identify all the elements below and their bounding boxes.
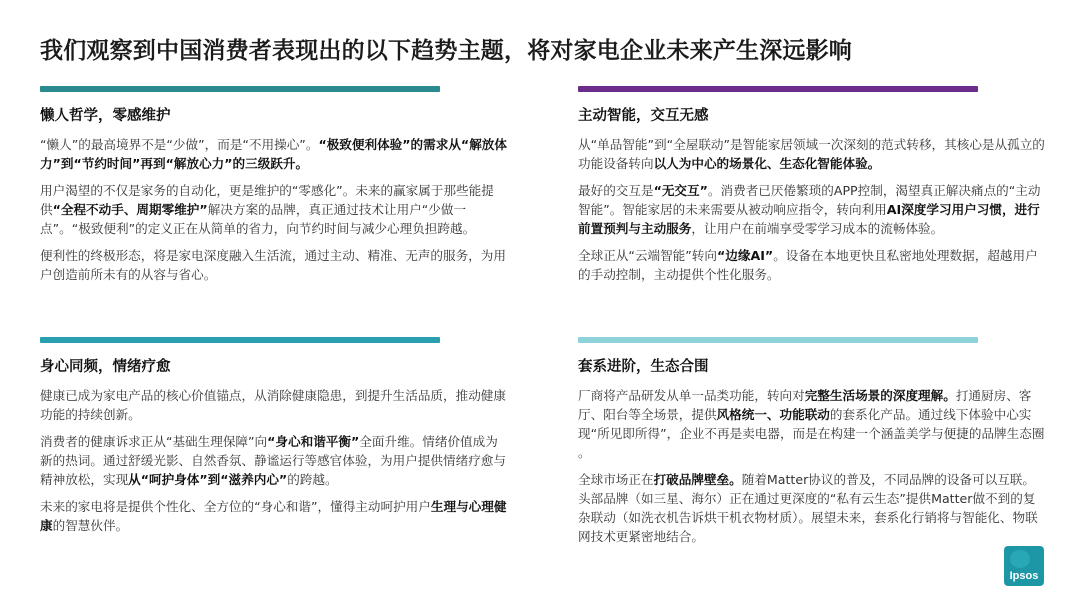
emphasis-text: “身心和谐平衡” xyxy=(267,434,360,449)
panel-paragraph xyxy=(40,135,510,173)
body-text: 。消费者已厌倦繁琐的APP控制，渴望真正解决痛点的“主动智能”。智能家居的未来需要从被动响应指令，转向利用 xyxy=(578,183,1041,217)
panel-paragraph xyxy=(40,246,510,284)
page-title: 我们观察到中国消费者表现出的以下趋势主题，将对家电企业未来产生深远影响 xyxy=(40,38,852,64)
panel-paragraph xyxy=(40,181,510,238)
body-text: 全面升维。情绪价值成为新的热词。通过舒缓光影、自然香氛、静谧运行等感官体验，为用户提供情绪疗愈与精神放松，实现 xyxy=(40,434,506,487)
panel-paragraph xyxy=(578,181,1046,238)
panel-paragraph xyxy=(40,497,510,535)
body-text: 的跨越。 xyxy=(287,472,338,487)
ipsos-logo xyxy=(1004,546,1044,586)
body-text: 未来的家电将是提供个性化、全方位的“身心和谐”，懂得主动呵护用户 xyxy=(40,499,431,514)
body-text: 最好的交互是 xyxy=(578,183,654,198)
panel-heading: 套系进阶，生态合围 xyxy=(578,359,709,375)
panel-body xyxy=(578,135,1046,284)
body-text: 厂商将产品研发从单一品类功能，转向对 xyxy=(578,388,805,403)
panel-heading: 身心同频，情绪疗愈 xyxy=(40,359,171,375)
panel-paragraph xyxy=(40,432,510,489)
panel-heading: 懒人哲学，零感维护 xyxy=(40,108,171,124)
body-text: “懒人”的最高境界不是“少做”，而是“不用操心”。 xyxy=(40,137,319,152)
logo-text: Ipsos xyxy=(1009,570,1039,582)
body-text: 用户渴望的不仅是家务的自动化，更是维护的“零感化”。未来的赢家属于那些能提供 xyxy=(40,183,494,217)
body-text: 全球正从“云端智能”转向 xyxy=(578,248,717,263)
body-text: 全球市场正在 xyxy=(578,472,654,487)
body-text: 。设备在本地更快且私密地处理数据，超越用户的手动控制，主动提供个性化服务。 xyxy=(578,248,1038,282)
body-text: 随着Matter协议的普及，不同品牌的设备可以互联。头部品牌（如三星、海尔）正在通过更深度的“私有云生态”提供Matter做不到的复杂联动（如洗衣机告诉烘干机衣物材质）。展望未来，套系化行销将与智能化、物联网技术更紧密地结合。 xyxy=(578,472,1038,544)
trend-panel-mind-body xyxy=(40,337,510,543)
emphasis-text: 生理与心理健康 xyxy=(40,499,507,533)
emphasis-text: 以人为中心的场景化、生态化智能体验。 xyxy=(653,156,881,171)
emphasis-text: 风格统一、功能联动 xyxy=(716,407,830,422)
panel-accent-bar xyxy=(578,86,978,92)
emphasis-text: 从“呵护身体”到“滋养内心” xyxy=(128,472,288,487)
body-text: ，让用户在前端享受零学习成本的流畅体验。 xyxy=(691,221,944,236)
panel-accent-bar xyxy=(40,86,440,92)
body-text: 健康已成为家电产品的核心价值锚点，从消除健康隐患，到提升生活品质，推动健康功能的持续创新。 xyxy=(40,388,506,422)
emphasis-text: “边缘AI” xyxy=(717,248,774,263)
panel-accent-bar xyxy=(578,337,978,343)
body-text: 从“单品智能”到“全屋联动”是智能家居领域一次深刻的范式转移，其核心是从孤立的功能设备转向 xyxy=(578,137,1045,171)
trend-panel-proactive-intelligence xyxy=(578,86,1046,292)
panel-accent-bar xyxy=(40,337,440,343)
body-text: 解决方案的品牌，真正通过技术让用户“少做一点”。“极致便利”的定义正在从简单的省力，向节约时间与减少心理负担跨越。 xyxy=(40,202,476,236)
body-text: 消费者的健康诉求正从“基础生理保障”向 xyxy=(40,434,268,449)
emphasis-text: “全程不动手、周期零维护” xyxy=(52,202,208,217)
emphasis-text: 打破品牌壁垒。 xyxy=(653,472,742,487)
panel-paragraph xyxy=(578,135,1046,173)
emphasis-text: 完整生活场景的深度理解。 xyxy=(804,388,956,403)
body-text: 便利性的终极形态，将是家电深度融入生活流，通过主动、精准、无声的服务，为用户创造前所未有的从容与省心。 xyxy=(40,248,506,282)
body-text: 的智慧伙伴。 xyxy=(52,518,129,533)
panel-paragraph xyxy=(578,470,1046,546)
panel-paragraph xyxy=(578,246,1046,284)
trend-panel-suite-ecosystem xyxy=(578,337,1046,554)
panel-body xyxy=(578,386,1046,546)
panel-paragraph xyxy=(40,386,510,424)
trend-panel-lazy-philosophy xyxy=(40,86,510,292)
panel-body xyxy=(40,135,510,284)
emphasis-text: AI深度学习用户习惯，进行前置预判与主动服务 xyxy=(578,202,1040,236)
panel-body xyxy=(40,386,510,535)
panel-paragraph xyxy=(578,386,1046,462)
logo-mark-icon xyxy=(1010,550,1030,568)
panel-heading: 主动智能，交互无感 xyxy=(578,108,709,124)
emphasis-text: “极致便利体验”的需求从“解放体力”到“节约时间”再到“解放心力”的三级跃升。 xyxy=(40,137,507,171)
body-text: 打通厨房、客厅、阳台等全场景，提供 xyxy=(578,388,1032,422)
emphasis-text: “无交互” xyxy=(653,183,708,198)
body-text: 的套系化产品。通过线下体验中心实现“所见即所得”，企业不再是卖电器，而是在构建一个涵盖美学与便捷的品牌生态圈 。 xyxy=(578,407,1045,460)
